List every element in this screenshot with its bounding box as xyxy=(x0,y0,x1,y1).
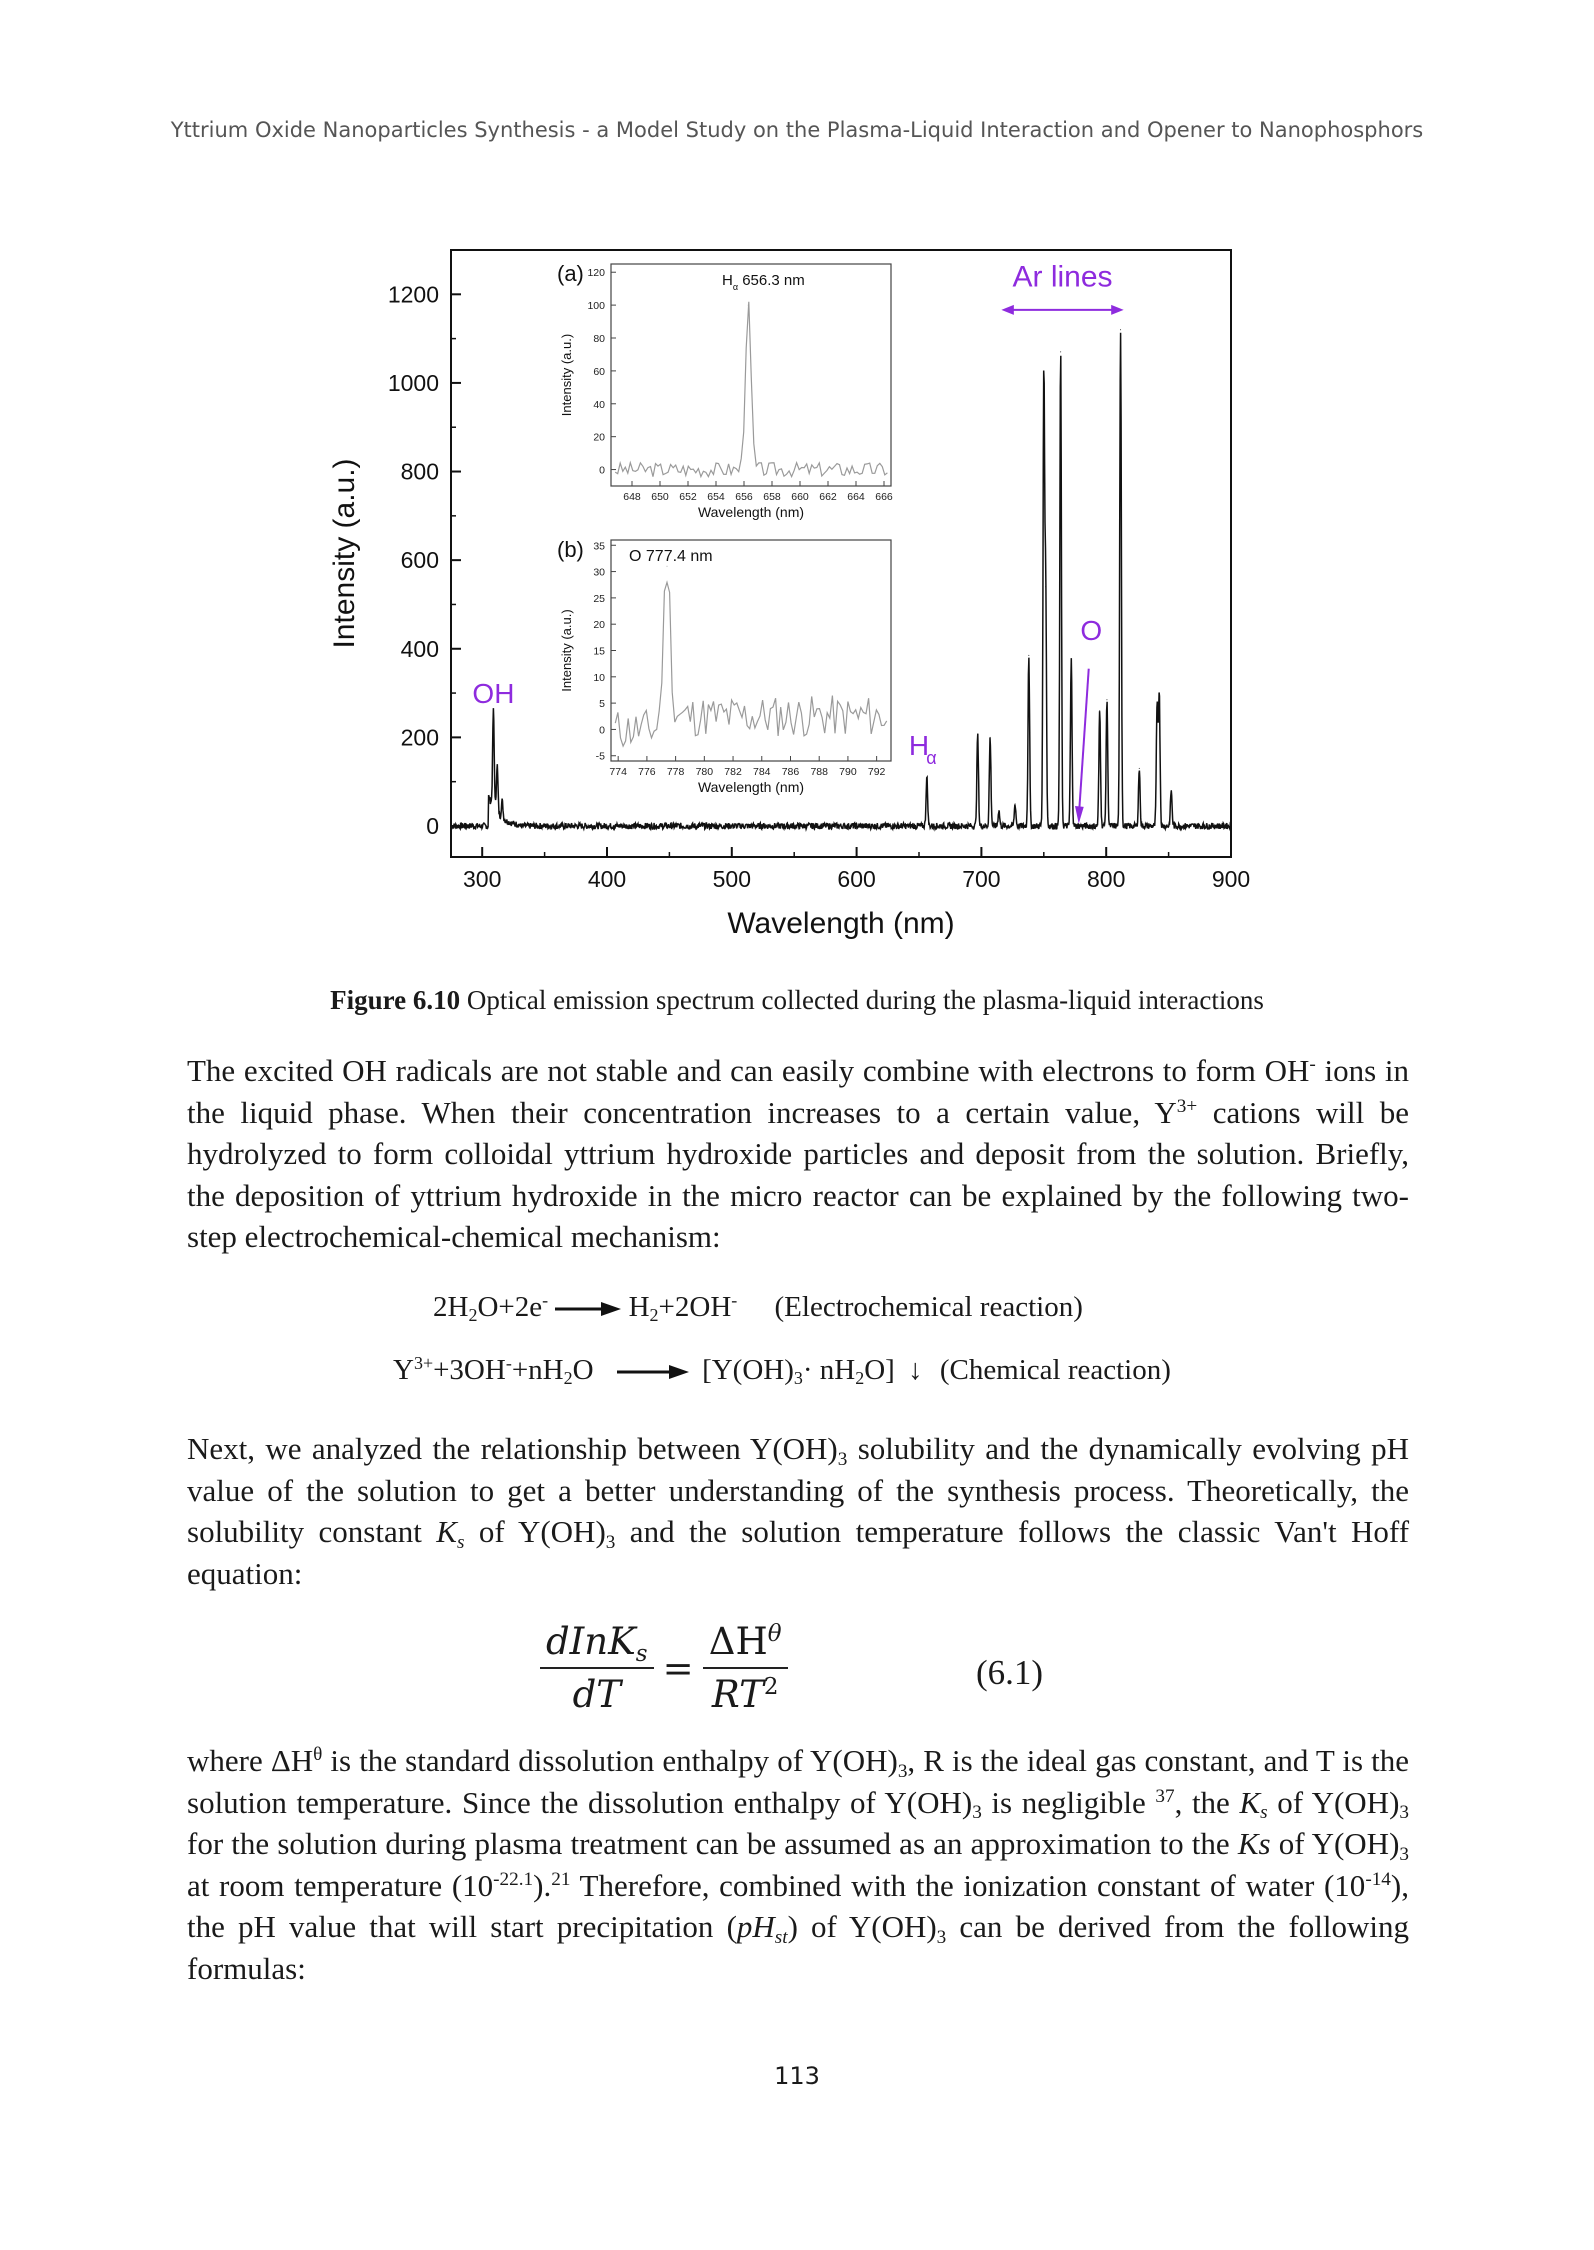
inset-y-tick-label: 20 xyxy=(593,431,605,444)
y-tick-label: 600 xyxy=(400,547,439,574)
equation-number: (6.1) xyxy=(976,1653,1044,1692)
inset-y-tick-label: 0 xyxy=(599,464,605,477)
reaction-arrow-icon xyxy=(555,1302,621,1316)
x-tick-label: 600 xyxy=(837,866,876,892)
x-tick-label: 500 xyxy=(712,866,751,892)
reaction-electrochemical: $2H_2O+2e^-$ $H_2+2OH^-$ (Electrochemical reaction) xyxy=(433,1290,1083,1326)
annotation-oh: OH xyxy=(472,677,515,709)
peak-point xyxy=(1157,706,1158,707)
inset-x-tick-label: 648 xyxy=(623,491,641,503)
inset-x-tick-label: 776 xyxy=(638,766,656,778)
x-tick-label: 400 xyxy=(587,866,627,892)
peak-point xyxy=(1099,710,1100,711)
caption-label: Figure 6.10 xyxy=(330,985,461,1015)
inset-y-tick-label: 0 xyxy=(599,724,605,737)
inset-panel-label: (a) xyxy=(557,261,584,286)
reaction-arrow-icon xyxy=(617,1365,689,1379)
peak-point xyxy=(998,810,999,811)
inset-x-tick-label: 666 xyxy=(875,491,893,503)
inset-x-tick-label: 792 xyxy=(867,766,886,778)
paragraph-1: The excited OH radicals are not stable and can easily combine with electrons to form OH- ions in the liquid phase. When their concentration increases to a certain value, $Y^{3+}$ cations will be hydrolyzed to form colloidal yttrium hydroxide particles and deposit from the solution. Briefly, the deposition of yttrium hydroxide in the micro reactor can be explained by the following two-step electrochemical-chemical mechanism: xyxy=(187,1053,1410,1254)
inset-x-axis-label: Wavelength (nm) xyxy=(697,504,805,520)
annotation-ar-left-arrowhead xyxy=(1001,305,1013,315)
annotation-o: O xyxy=(1080,614,1103,646)
peak-point xyxy=(1043,378,1044,379)
page-number: 113 xyxy=(774,2062,820,2090)
peak-point xyxy=(1120,329,1121,330)
figure-caption xyxy=(0,985,1594,1016)
peak-point xyxy=(1071,659,1072,660)
peak-point xyxy=(1139,768,1140,769)
inset-a-title: $H_\alpha$ 656.3 nm xyxy=(722,272,805,292)
peak-point xyxy=(1045,586,1046,587)
reaction-chemical: $Y^{3+}+3OH^-+nH_2O$ $[Y(OH)_3\cdot nH_2O]$ ↓ (Chemical reaction) xyxy=(393,1353,1171,1389)
running-header: Yttrium Oxide Nanoparticles Synthesis - a Model Study on the Plasma-Liquid Interaction and Opener to Nanophosphors xyxy=(170,118,1424,142)
vant-hoff-equation: $\frac{dInK_s}{dT}$ = $\frac{\Delta H^\theta}{RT^2}$ xyxy=(540,1620,788,1716)
inset-y-tick-label: 80 xyxy=(593,333,605,345)
annotation-h-alpha: H xyxy=(908,730,930,762)
inset-y-tick-label: 120 xyxy=(587,267,605,280)
inset-x-tick-label: 780 xyxy=(695,766,714,778)
inset-panel-label: (b) xyxy=(557,537,584,562)
annotation-ar-lines: Ar lines xyxy=(1012,260,1113,294)
inset-spectrum-series xyxy=(615,302,887,477)
peak-point xyxy=(1028,655,1029,656)
y-tick-label: 1000 xyxy=(387,369,439,396)
inset-y-axis-label: Intensity (a.u.) xyxy=(559,609,574,692)
peak-point xyxy=(1015,803,1016,804)
paragraph-3: where $\Delta H^\theta$ is the standard dissolution enthalpy of $Y(OH)_3$, R is the ideal gas constant, and T is the solution temperature. Since the dissolution enthalpy of $Y(OH)_3$ is negligible $^{37}$, the $K_s$ of $Y(OH)_3$ for the solution during plasma treatment can be assumed as an approximation to the Ks of $Y(OH)_3$ at room temperature $(10^{-22.1}).^{21}$ Therefore, combined with the ionization constant of water $(10^{-14})$, the pH value that will start precipitation $(pH_{st})$ of $Y(OH)_3$ can be derived from the following formulas: xyxy=(187,1743,1410,1986)
inset-b-title: O 777.4 nm xyxy=(629,548,713,565)
x-tick-label: 300 xyxy=(463,866,502,892)
inset-x-tick-label: 664 xyxy=(847,491,865,503)
caption-text: Optical emission spectrum collected during the plasma-liquid interactions xyxy=(460,985,1264,1015)
inset-x-tick-label: 786 xyxy=(781,766,800,778)
inset-x-tick-label: 654 xyxy=(707,491,725,503)
inset-a xyxy=(557,261,893,520)
inset-spectrum-series xyxy=(615,582,886,746)
inset-x-tick-label: 784 xyxy=(753,766,771,778)
y-tick-label: 1200 xyxy=(387,281,439,308)
inset-x-tick-label: 778 xyxy=(666,766,685,778)
peak-point xyxy=(1159,693,1160,694)
main-plot xyxy=(328,250,1250,940)
peak-point xyxy=(1171,790,1172,791)
inset-x-tick-label: 652 xyxy=(679,491,697,503)
inset-y-axis-label: Intensity (a.u.) xyxy=(559,333,574,417)
x-tick-label: 700 xyxy=(962,866,1001,892)
inset-y-tick-label: 30 xyxy=(593,566,605,579)
paragraph-2: Next, we analyzed the relationship between $Y(OH)_3$ solubility and the dynamically evolving pH value of the solution to get a better understanding of the synthesis process. Theoretically, the solubility constant $K_s$ of $Y(OH)_3$ and the solution temperature follows the classic Van't Hoff equation: xyxy=(187,1431,1410,1591)
inset-peak-point xyxy=(748,305,749,306)
inset-x-tick-label: 662 xyxy=(819,491,837,503)
inset-y-tick-label: 60 xyxy=(593,365,605,378)
inset-x-tick-label: 658 xyxy=(763,491,781,503)
x-tick-label: 800 xyxy=(1087,866,1126,892)
inset-y-tick-label: 15 xyxy=(593,645,605,658)
peak-point xyxy=(1060,351,1061,352)
equation-lhs-fraction: $\frac{dInK_s}{dT}$ xyxy=(540,1620,654,1716)
inset-y-tick-label: 100 xyxy=(587,300,605,313)
y-tick-label: 0 xyxy=(426,812,439,839)
inset-x-tick-label: 790 xyxy=(839,766,857,778)
emission-spectrum-figure xyxy=(320,240,1280,960)
peak-point xyxy=(977,735,978,736)
inset-y-tick-label: 10 xyxy=(593,671,605,684)
inset-x-tick-label: 650 xyxy=(651,491,669,503)
y-tick-label: 800 xyxy=(400,458,439,485)
peak-point xyxy=(1106,699,1107,700)
inset-b xyxy=(557,537,891,795)
precipitate-arrow-icon: ↓ xyxy=(908,1354,923,1386)
inset-frame xyxy=(611,540,891,761)
inset-y-tick-label: 5 xyxy=(599,698,605,711)
y-tick-label: 400 xyxy=(400,635,439,662)
x-tick-label: 900 xyxy=(1211,866,1251,892)
y-tick-label: 200 xyxy=(400,724,439,751)
inset-peak-point xyxy=(667,566,668,567)
peak-point xyxy=(990,737,991,738)
peak-point xyxy=(502,808,503,809)
annotation-h-alpha-subscript: α xyxy=(926,747,937,768)
annotation-o-arrow xyxy=(1079,669,1088,809)
inset-x-tick-label: 656 xyxy=(735,491,753,503)
inset-x-tick-label: 788 xyxy=(810,766,828,778)
inset-x-axis-label: Wavelength (nm) xyxy=(697,779,805,795)
peak-point xyxy=(493,728,494,729)
peak-point xyxy=(926,777,927,778)
equation-rhs-fraction: $\frac{\Delta H^\theta}{RT^2}$ xyxy=(703,1620,788,1716)
x-axis-label: Wavelength (nm) xyxy=(727,907,955,940)
inset-x-tick-label: 774 xyxy=(609,766,627,778)
inset-x-tick-label: 660 xyxy=(791,491,809,503)
inset-y-tick-label: 25 xyxy=(593,592,605,605)
peak-point xyxy=(497,777,498,778)
annotation-ar-right-arrowhead xyxy=(1111,305,1123,315)
inset-x-tick-label: 782 xyxy=(724,766,742,778)
inset-y-tick-label: 35 xyxy=(593,540,605,553)
inset-y-tick-label: 20 xyxy=(593,619,605,632)
y-axis-label: Intensity (a.u.) xyxy=(328,458,361,649)
inset-y-tick-label: -5 xyxy=(595,750,605,763)
annotation-o-arrowhead xyxy=(1075,806,1084,824)
inset-y-tick-label: 40 xyxy=(593,398,605,411)
